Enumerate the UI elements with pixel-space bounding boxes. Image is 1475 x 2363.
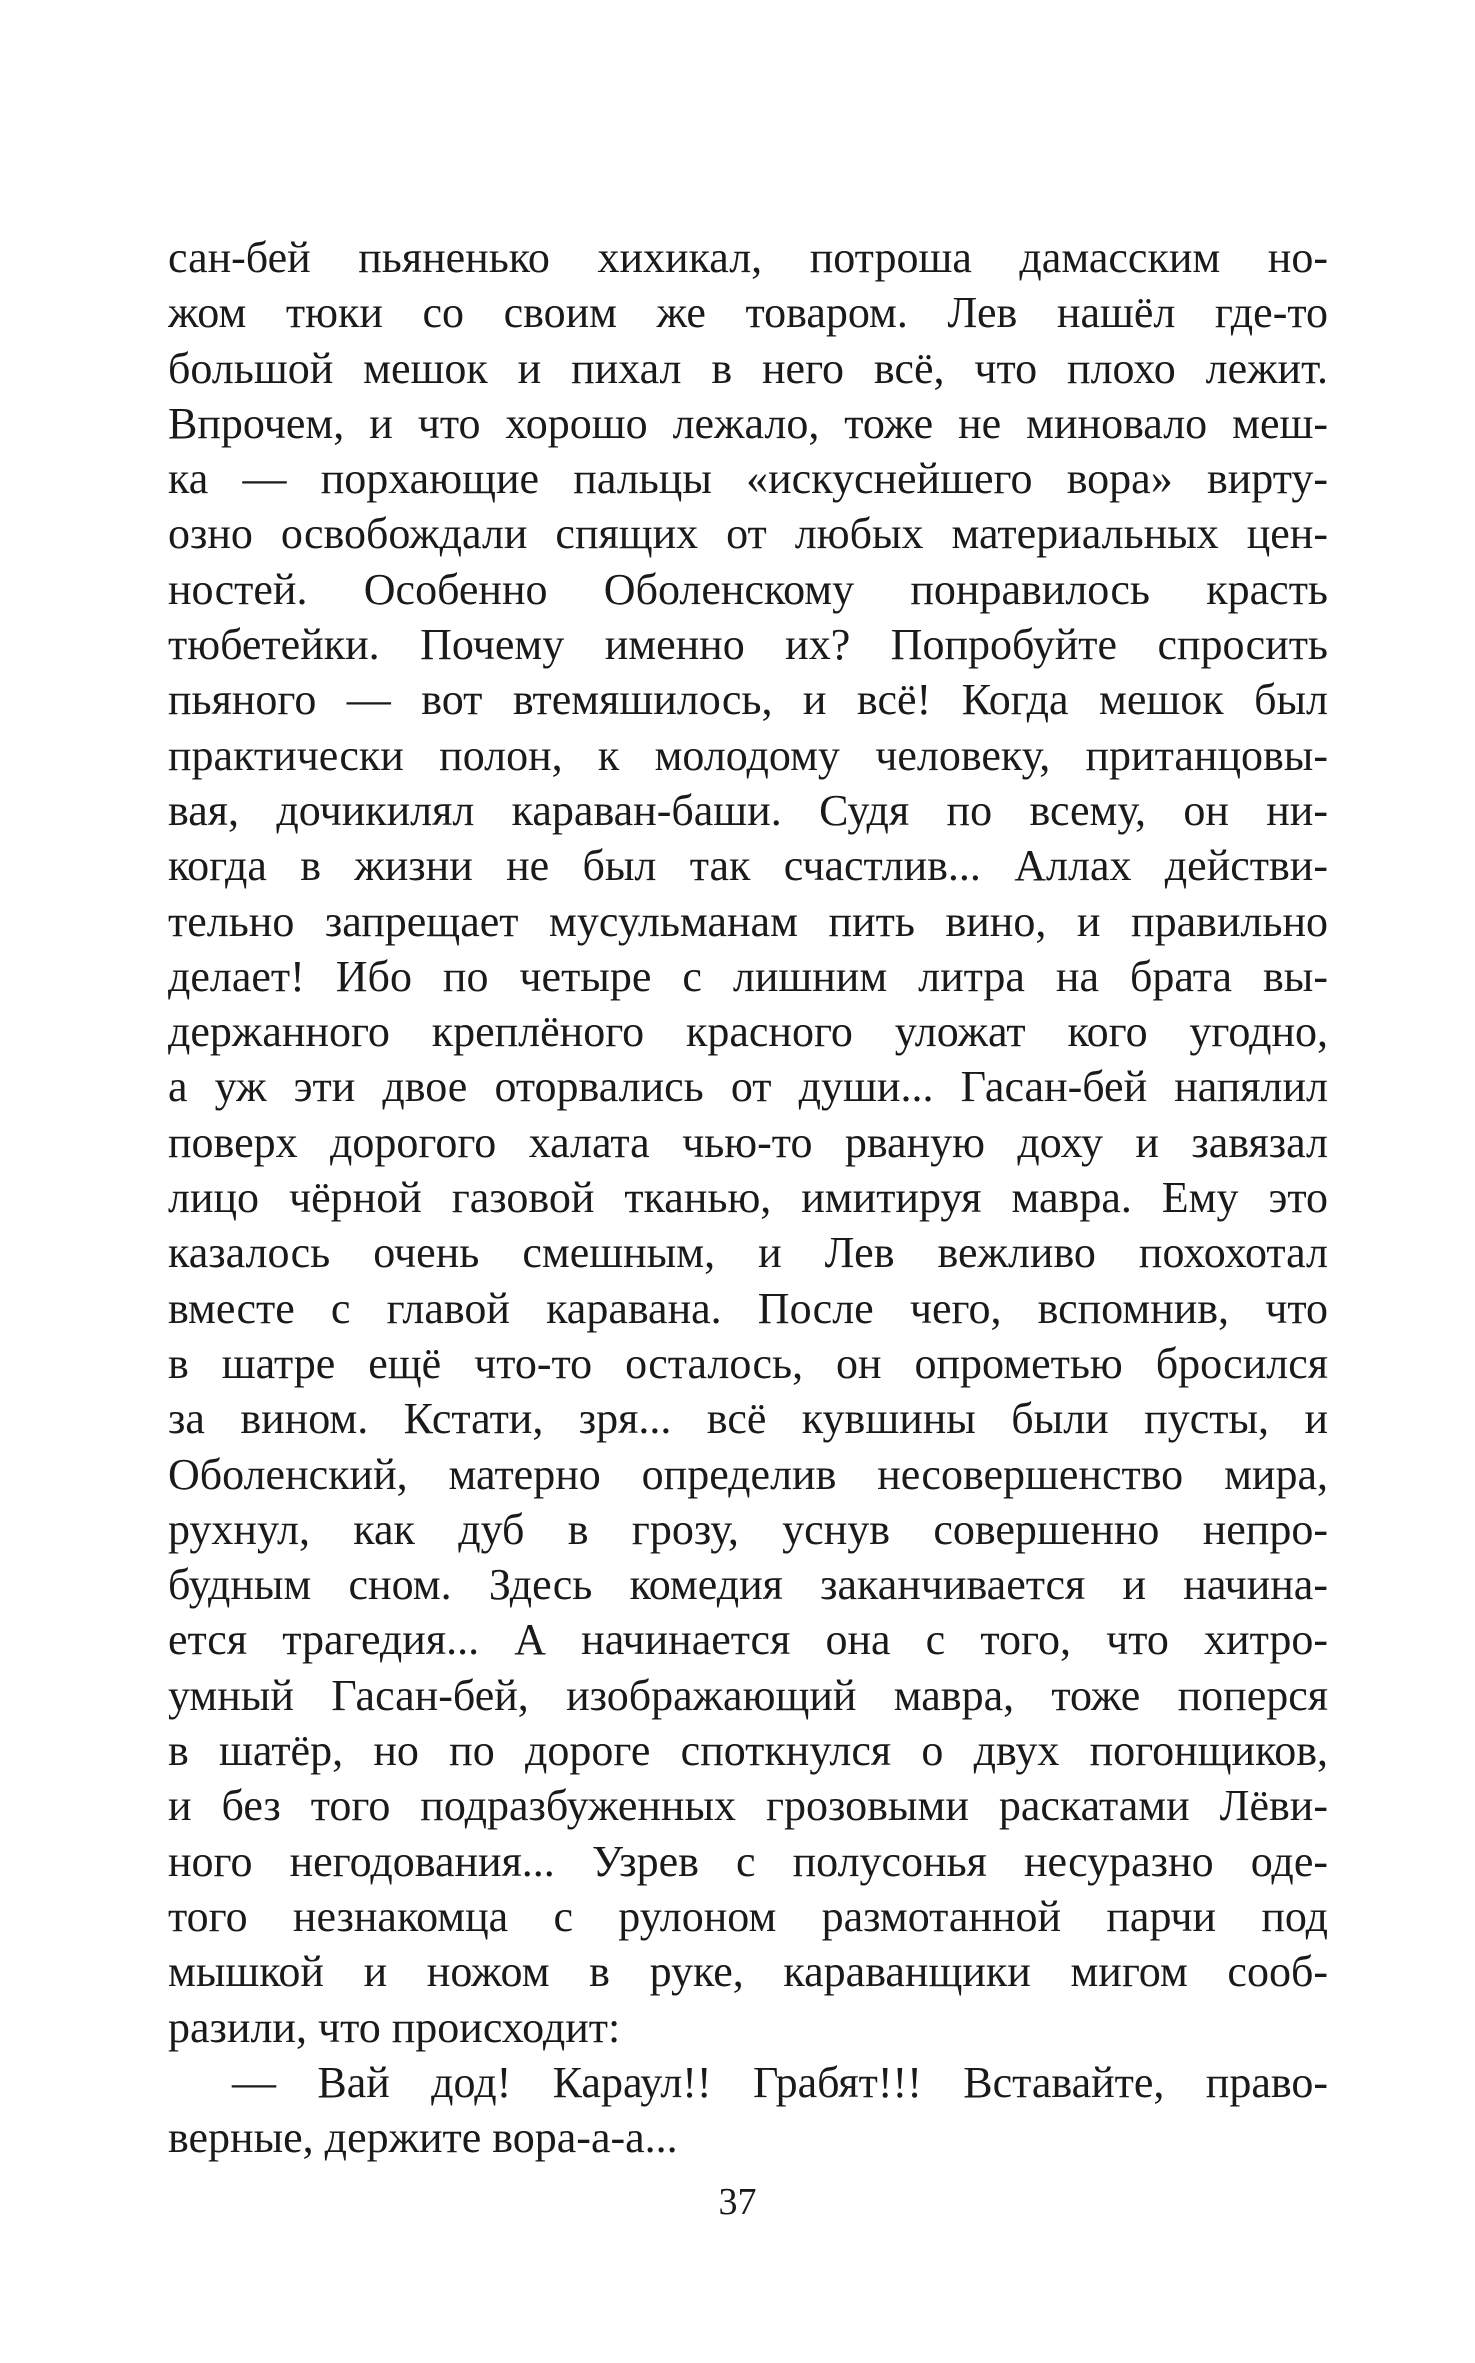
text-line: ется трагедия... А начинается она с того, что хитро-: [168, 1615, 1328, 1665]
dialogue-line: — Вай дод! Караул!! Грабят!!! Вставайте, право-: [232, 2057, 1328, 2107]
text-line: в шатёр, но по дороге споткнулся о двух погонщиков,: [168, 1726, 1328, 1776]
text-line: большой мешок и пихал в него всё, что плохо лежит.: [168, 343, 1328, 393]
page-number: 37: [718, 2181, 757, 2223]
text-line: озно освобождали спящих от любых материальных цен-: [168, 509, 1328, 559]
text-line: лицо чёрной газовой тканью, имитируя мавра. Ему это: [168, 1173, 1328, 1223]
text-line: за вином. Кстати, зря... всё кувшины были пусты, и: [168, 1394, 1328, 1444]
text-line: Впрочем, и что хорошо лежало, тоже не миновало меш-: [168, 398, 1328, 448]
text-line: умный Гасан-бей, изображающий мавра, тоже поперся: [168, 1670, 1328, 1720]
text-line: тельно запрещает мусульманам пить вино, и правильно: [168, 896, 1328, 946]
text-line: вая, дочикилял караван-баши. Судя по всему, он ни-: [168, 785, 1328, 835]
text-line: казалось очень смешным, и Лев вежливо похохотал: [168, 1228, 1328, 1278]
text-line: Оболенский, матерно определив несовершенство мира,: [168, 1449, 1328, 1499]
text-line: жом тюки со своим же товаром. Лев нашёл где-то: [168, 288, 1328, 338]
text-line: тюбетейки. Почему именно их? Попробуйте спросить: [168, 620, 1328, 670]
text-line: ка — порхающие пальцы «искуснейшего вора» вирту-: [168, 454, 1328, 504]
text-line: поверх дорогого халата чью-то рваную доху и завязал: [168, 1117, 1328, 1167]
text-line: делает! Ибо по четыре с лишним литра на брата вы-: [168, 951, 1328, 1001]
text-line: вместе с главой каравана. После чего, вспомнив, что: [168, 1283, 1328, 1333]
text-line: того незнакомца с рулоном размотанной парчи под: [168, 1891, 1328, 1941]
text-line: когда в жизни не был так счастлив... Аллах действи-: [168, 841, 1328, 891]
text-line: ностей. Особенно Оболенскому понравилось красть: [168, 564, 1328, 614]
text-line: практически полон, к молодому человеку, пританцовы-: [168, 730, 1328, 780]
text-line: ного негодования... Узрев с полусонья несуразно оде-: [168, 1836, 1328, 1886]
text-line: пьяного — вот втемяшилось, и всё! Когда мешок был: [168, 675, 1328, 725]
text-line: будным сном. Здесь комедия заканчивается и начина-: [168, 1560, 1328, 1610]
body-text: [168, 230, 1328, 2165]
text-line: а уж эти двое оторвались от души... Гасан-бей напялил: [168, 1062, 1328, 1112]
text-line: в шатре ещё что-то осталось, он опрометью бросился: [168, 1338, 1328, 1388]
text-line: мышкой и ножом в руке, караванщики мигом сооб-: [168, 1947, 1328, 1997]
text-line: и без того подразбуженных грозовыми раскатами Лёви-: [168, 1781, 1328, 1831]
text-line: рухнул, как дуб в грозу, уснув совершенно непро-: [168, 1504, 1328, 1554]
text-line: держанного креплёного красного уложат кого угодно,: [168, 1007, 1328, 1057]
paragraph-end-line: разили, что происходит:: [168, 2002, 621, 2052]
paragraph-end-line: верные, держите вора-а-а...: [168, 2113, 678, 2163]
text-line: сан-бей пьяненько хихикал, потроша дамасским но-: [168, 233, 1328, 282]
